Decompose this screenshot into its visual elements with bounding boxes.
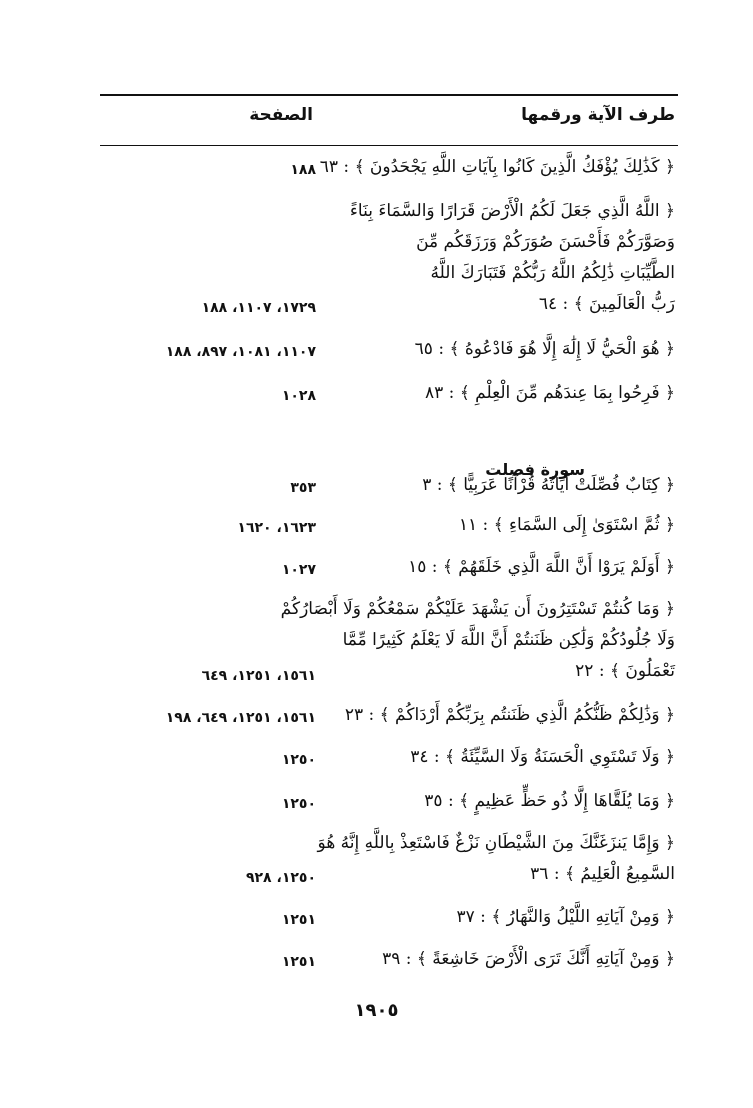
header-page-column: الصفحة [249,105,313,125]
verse-entry [345,196,675,320]
verse-entry [317,828,675,890]
verse-entry [319,152,675,183]
page-refs: ١٢٥٠، ٩٢٨ [245,870,316,886]
verse-line: ﴿ ثُمَّ اسْتَوَىٰ إِلَى السَّمَاءِ ﴾ : ١١ [458,515,675,535]
verse-entry [345,700,675,731]
page-refs: ٣٥٣ [290,480,316,496]
verse-line: وَلَا جُلُودُكُمْ وَلَٰكِن ظَنَنتُمْ أَنَّ اللَّهَ لَا يَعْلَمُ كَثِيرًا مِّمَّا [342,630,675,650]
verse-line: ﴿ كِتَابٌ فُصِّلَتْ آيَاتُهُ قُرْآنًا عَرَبِيًّا ﴾ : ٣ [422,475,675,495]
verse-line: رَبُّ الْعَالَمِينَ ﴾ : ٦٤ [538,294,675,314]
verse-entry [345,786,675,817]
page-refs: ١٨٨ [290,162,316,178]
sura-title: سورة فصلت [485,460,585,479]
verse-line: وَصَوَّرَكُمْ فَأَحْسَنَ صُوَرَكُمْ وَرَزَقَكُم مِّنَ [416,232,675,252]
verse-line: ﴿ هُوَ الْحَيُّ لَا إِلَٰهَ إِلَّا هُوَ فَادْعُوهُ ﴾ : ٦٥ [414,339,675,359]
verse-entry [345,470,675,501]
page-refs: ١٠٢٨ [281,388,316,404]
page-refs: ١٢٥١ [281,954,316,970]
page-refs: ١٢٥١ [281,912,316,928]
page-refs: ١٢٥٠ [281,796,316,812]
page-refs: ١٦٢٣، ١٦٢٠ [237,520,316,536]
verse-line: ﴿ كَذَٰلِكَ يُؤْفَكُ الَّذِينَ كَانُوا بِآيَاتِ اللَّهِ يَجْحَدُونَ ﴾ : ٦٣ [319,157,675,177]
verse-line: ﴿ وَمِنْ آيَاتِهِ أَنَّكَ تَرَى الْأَرْضَ خَاشِعَةً ﴾ : ٣٩ [382,949,675,969]
page-number: ١٩٠٥ [354,1000,399,1021]
verse-entry [345,334,675,365]
verse-entry [345,944,675,975]
verse-line: ﴿ وَلَا تَسْتَوِي الْحَسَنَةُ وَلَا السَّيِّئَةُ ﴾ : ٣٤ [410,747,675,767]
page-refs: ١٠٢٧ [281,562,316,578]
verse-line: الطَّيِّبَاتِ ذَٰلِكُمُ اللَّهُ رَبُّكُمْ فَتَبَارَكَ اللَّهُ [430,263,675,283]
verse-entry [345,378,675,409]
page-refs: ١٥٦١، ١٢٥١، ٦٤٩ [201,668,316,684]
verse-line: ﴿ وَمَا كُنتُمْ تَسْتَتِرُونَ أَن يَشْهَدَ عَلَيْكُمْ سَمْعُكُمْ وَلَا أَبْصَارُكُمْ [280,599,675,619]
verse-entry [280,594,675,687]
verse-line: ﴿ وَمِنْ آيَاتِهِ اللَّيْلُ وَالنَّهَارُ ﴾ : ٣٧ [456,907,675,927]
verse-entry [345,742,675,773]
verse-line: ﴿ وَذَٰلِكُمْ ظَنُّكُمُ الَّذِي ظَنَنتُم بِرَبِّكُمْ أَرْدَاكُمْ ﴾ : ٢٣ [344,705,675,725]
verse-line: السَّمِيعُ الْعَلِيمُ ﴾ : ٣٦ [530,864,675,884]
verse-line: ﴿ وَإِمَّا يَنزَغَنَّكَ مِنَ الشَّيْطَانِ نَزْغٌ فَاسْتَعِذْ بِاللَّهِ إِنَّهُ هُوَ [317,833,675,853]
page-refs: ١١٠٧، ١٠٨١، ٨٩٧، ١٨٨ [165,344,316,360]
verse-line: تَعْمَلُونَ ﴾ : ٢٢ [575,661,675,681]
header-verse-column: طرف الآية ورقمها [521,105,675,125]
verse-line: ﴿ أَوَلَمْ يَرَوْا أَنَّ اللَّهَ الَّذِي خَلَقَهُمْ ﴾ : ١٥ [408,557,675,577]
verse-line: ﴿ اللَّهُ الَّذِي جَعَلَ لَكُمُ الْأَرْضَ قَرَارًا وَالسَّمَاءَ بِنَاءً [349,201,675,221]
verse-entry [345,510,675,541]
verse-entry [345,552,675,583]
page-refs: ١٥٦١، ١٢٥١، ٦٤٩، ١٩٨ [165,710,316,726]
verse-line: ﴿ وَمَا يُلَقَّاهَا إِلَّا ذُو حَظٍّ عَظِيمٍ ﴾ : ٣٥ [424,791,675,811]
page-refs: ١٧٢٩، ١١٠٧، ١٨٨ [201,300,316,316]
header-bottom-rule [100,145,678,146]
header-top-rule [100,94,678,96]
verse-entry [345,902,675,933]
verse-line: ﴿ فَرِحُوا بِمَا عِندَهُم مِّنَ الْعِلْمِ ﴾ : ٨٣ [425,383,675,403]
page-refs: ١٢٥٠ [281,752,316,768]
